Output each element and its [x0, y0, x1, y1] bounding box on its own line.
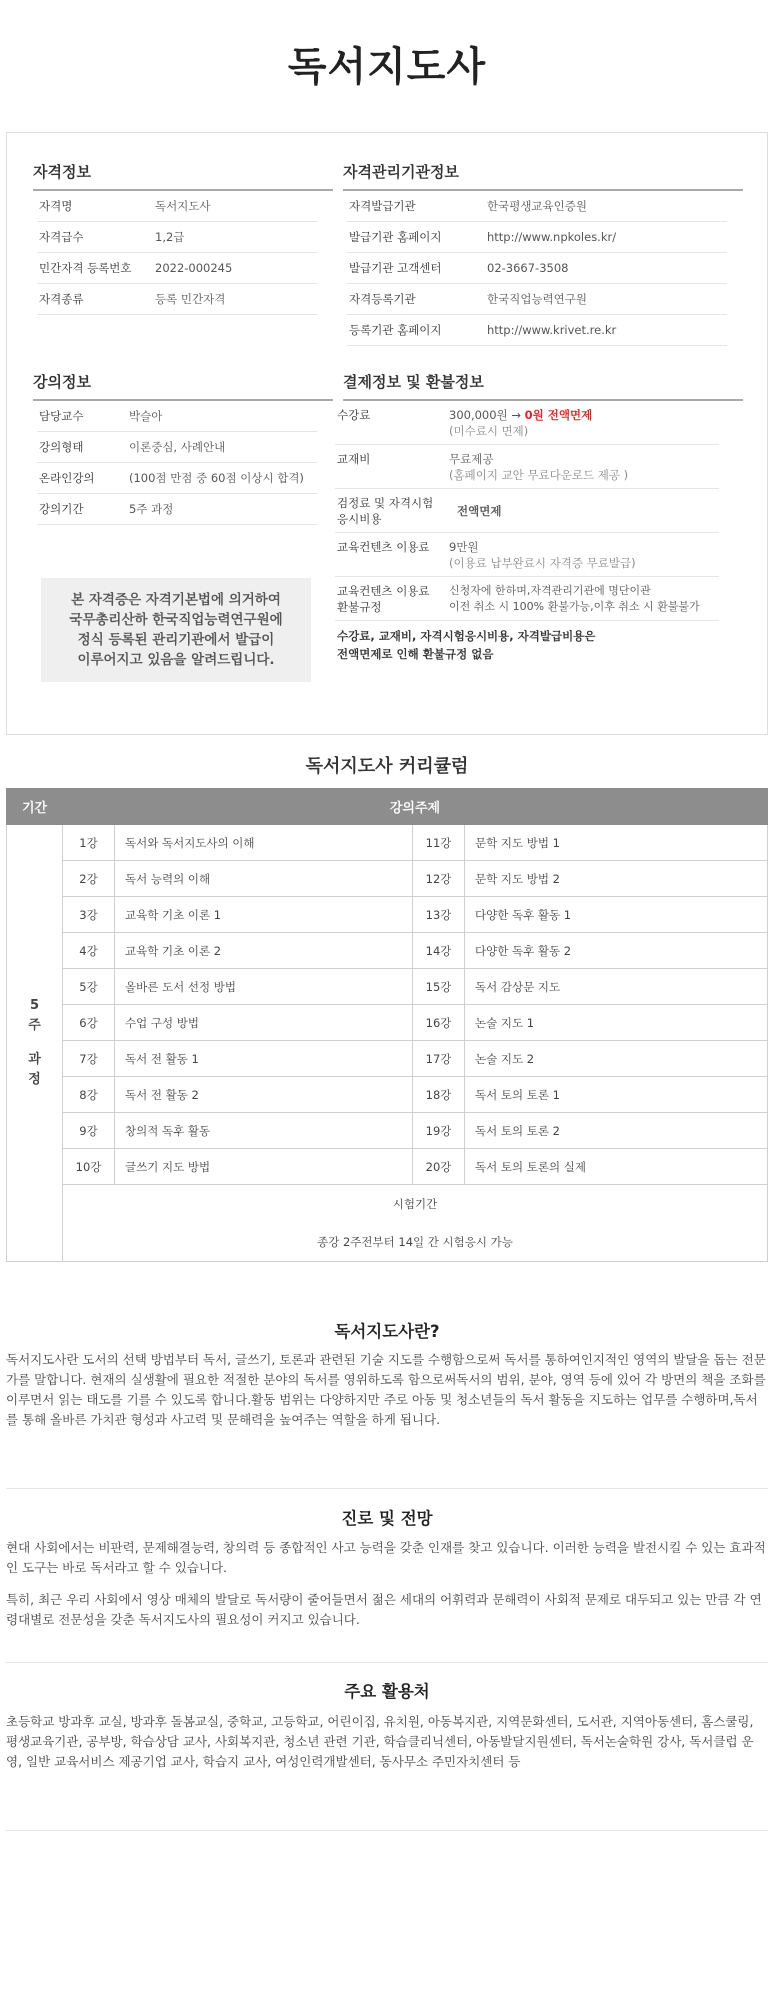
page-title: 독서지도사	[287, 44, 487, 90]
material-row: 교재비 무료제공 (홈페이지 교안 무료다운로드 제공 )	[335, 445, 719, 489]
issuer-homepage-link[interactable]: http://www.npkoles.kr/	[487, 230, 617, 244]
curriculum-title: 독서지도사 커리큘럼	[305, 756, 469, 777]
exam-period-desc: 종강 2주전부터 14일 간 시험응시 가능	[317, 1235, 513, 1249]
agency-info-section	[343, 161, 743, 346]
topic-header: 강의주제	[63, 789, 768, 825]
refund-row: 교육컨텐츠 이용료 환불규정 신청자에 한하며,자격관리기관에 명단이관 이전 취소 시 100% 환불가능,이후 취소 시 환불불가	[335, 577, 719, 621]
agency-info-title: 자격관리기관정보	[343, 161, 743, 191]
table-row: 3강 교육학 기초 이론 1 13강 다양한 독후 활동 1	[7, 897, 768, 933]
qual-name-row: 자격명 독서지도사	[37, 191, 317, 222]
lecture-row: 강의기간 5주 과정	[37, 494, 317, 525]
exam-period-title: 시험기간	[392, 1197, 438, 1211]
qual-reg-number-row: 민간자격 등록번호 2022-000245	[37, 253, 317, 284]
table-row: 4강 교육학 기초 이론 2 14강 다양한 독후 활동 2	[7, 933, 768, 969]
career-text-1: 현대 사회에서는 비판력, 문제해결능력, 창의력 등 종합적인 사고 능력을 갖춘 인재를 찾고 있습니다. 이러한 능력을 발전시킬 수 있는 효과적인 도구는 바로 독서라고 할 수 있습니다.	[6, 1540, 766, 1575]
content-fee-row: 교육컨텐츠 이용료 9만원 (이용료 납부완료시 자격증 무료발급)	[335, 533, 719, 577]
divider	[6, 1488, 768, 1489]
usage-text: 초등학교 방과후 교실, 방과후 돌봄교실, 중학교, 고등학교, 어린이집, 유치원, 아동복지관, 지역문화센터, 도서관, 지역아동센터, 홈스쿨링, 평생교육기관, 공부방, 학습상담 교사, 사회복지관, 청소년 관련 기관, 학습클리닉센터, 아동발달지원센터, 독서논술학원 강사, 독서클럽 운영, 일반 교육서비스 제공기업 교사, 학습지 교사, 여성인력개발센터, 동사무소 주민자치센터 등	[6, 1714, 754, 1769]
lecture-row: 강의형태 이론중심, 사례안내	[37, 432, 317, 463]
usage-title: 주요 활용처	[344, 1682, 430, 1701]
table-row: 6강 수업 구성 방법 16강 논술 지도 1	[7, 1005, 768, 1041]
table-row: 2강 독서 능력의 이해 12강 문학 지도 방법 2	[7, 861, 768, 897]
table-row: 7강 독서 전 활동 1 17강 논술 지도 2	[7, 1041, 768, 1077]
fee-row: 수강료 300,000원 → 0원 전액면제 (미수료시 면제)	[335, 401, 719, 445]
payment-info-section	[337, 371, 743, 669]
agency-row: 자격발급기관 한국평생교육인증원	[347, 191, 727, 222]
qual-info-section	[33, 161, 333, 315]
period-header: 기간	[7, 789, 63, 825]
lecture-info-title: 강의정보	[33, 371, 333, 401]
payment-info-title: 결제정보 및 환불정보	[343, 371, 743, 401]
refund-summary: 수강료, 교재비, 자격시험응시비용, 자격발급비용은 전액면제로 인해 환불규정 없음	[337, 629, 596, 661]
about-title: 독서지도사란?	[334, 1322, 440, 1341]
divider	[6, 1662, 768, 1663]
lecture-row: 담당교수 박슬아	[37, 401, 317, 432]
qual-info-title: 자격정보	[33, 161, 333, 191]
career-title: 진로 및 전망	[341, 1509, 433, 1528]
table-row: 10강 글쓰기 지도 방법 20강 독서 토의 토론의 실제	[7, 1149, 768, 1185]
table-row: 8강 독서 전 활동 2 18강 독서 토의 토론 1	[7, 1077, 768, 1113]
curriculum-table	[6, 788, 768, 1262]
exam-fee-row: 검정료 및 자격시험 응시비용 전액면제	[335, 489, 719, 533]
exam-period-row	[7, 1185, 768, 1262]
fee-free-label: 0원 전액면제	[524, 408, 593, 422]
info-box	[6, 132, 768, 735]
table-row: 9강 창의적 독후 활동 19강 독서 토의 토론 2	[7, 1113, 768, 1149]
about-text: 독서지도사란 도서의 선택 방법부터 독서, 글쓰기, 토론과 관련된 기술 지도를 수행함으로써 독서를 통하여인지적인 영역의 발달을 돕는 전문가를 말합니다. 현재의 실생활에 필요한 적절한 분야의 독서를 영위하도록 함으로써독서의 범위, 분야, 영역 등에 있어 각 방면의 책을 조화를 이루면서 읽는 태도를 기를 수 있도록 합니다.활동 범위는 다양하지만 주로 아동 및 청소년들의 독서 활동을 지도하는 업무를 수행하며,독서를 통해 올바른 가치관 형성과 사고력 및 문해력을 높여주는 역할을 하게 됩니다.	[6, 1352, 766, 1427]
agency-row: 발급기관 홈페이지 http://www.npkoles.kr/	[347, 222, 727, 253]
notice-box: 본 자격증은 자격기본법에 의거하여 국무총리산하 한국직업능력연구원에 정식 등록된 관리기관에서 발급이 이루어지고 있음을 알려드립니다.	[41, 578, 311, 682]
registry-homepage-link[interactable]: http://www.krivet.re.kr	[487, 323, 617, 337]
exam-period-cell	[63, 1185, 768, 1262]
lecture-info-section	[33, 371, 333, 525]
divider	[6, 1830, 768, 1831]
agency-row: 발급기관 고객센터 02-3667-3508	[347, 253, 727, 284]
agency-row: 등록기관 홈페이지 http://www.krivet.re.kr	[347, 315, 727, 346]
qual-type-row: 자격종류 등록 민간자격	[37, 284, 317, 315]
lecture-row: 온라인강의 (100점 만점 중 60점 이상시 합격)	[37, 463, 317, 494]
career-text-2: 특히, 최근 우리 사회에서 영상 매체의 발달로 독서량이 줄어들면서 젊은 세대의 어휘력과 문해력이 사회적 문제로 대두되고 있는 만큼 각 연령대별로 전문성을 갖춘 독서지도사의 필요성이 커지고 있습니다.	[6, 1592, 762, 1627]
agency-row: 자격등록기관 한국직업능력연구원	[347, 284, 727, 315]
period-cell: 5 주 과 정	[7, 825, 63, 1262]
table-row: 5 주 과 정 1강 독서와 독서지도사의 이해 11강 문학 지도 방법 1	[7, 825, 768, 861]
qual-grade-row: 자격급수 1,2급	[37, 222, 317, 253]
table-row: 5강 올바른 도서 선정 방법 15강 독서 감상문 지도	[7, 969, 768, 1005]
